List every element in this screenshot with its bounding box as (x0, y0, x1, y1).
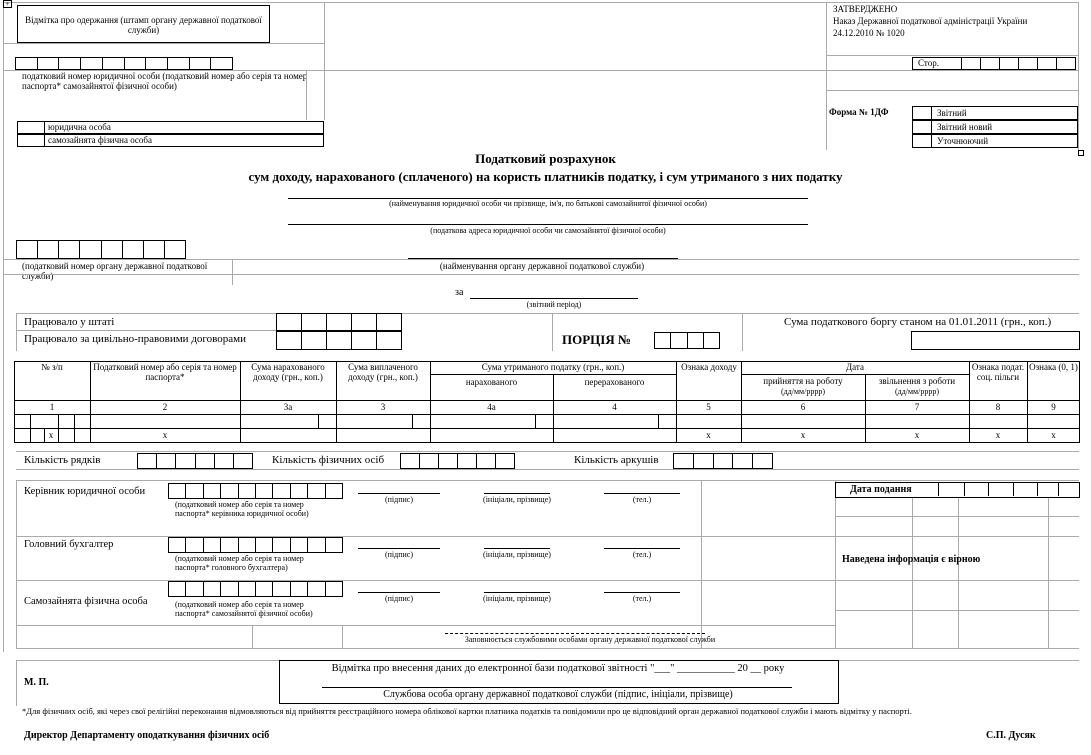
col-header-dismissal-date: звільнення з роботи (878, 376, 956, 386)
legal-entity-label: юридична особа (48, 122, 111, 132)
persons-count-boxes[interactable] (400, 453, 515, 469)
self-employed-id-caption: (податковий номер або серія та номер паспорта* самозайнятої фізичної особи) (175, 600, 313, 618)
x-mark: x (706, 430, 711, 440)
col-header-transferred: перерахованого (584, 377, 645, 387)
portion-label: ПОРЦІЯ № (562, 332, 632, 347)
col-header-date: Дата (846, 362, 864, 372)
authority-name-caption: (найменування органу державної податкової служби) (439, 261, 645, 271)
rows-count-label: Кількість рядків (24, 454, 101, 466)
self-employed-row[interactable] (17, 134, 324, 147)
x-mark: x (914, 430, 920, 440)
col-header-benefit-sign: Ознака подат. соц. пільги (971, 362, 1025, 382)
form-label: Форма № 1ДФ (829, 107, 889, 117)
director-name: С.П. Дусяк (986, 730, 1036, 741)
col-header-no: № з/п (41, 362, 63, 372)
x-mark: x (1051, 430, 1056, 440)
signature-caption: (підпис) (384, 594, 413, 603)
portion-boxes[interactable] (654, 332, 720, 349)
phone-caption: (тел.) (632, 594, 652, 603)
col-header-accrued-income: Сума нарахованого доходу (грн., коп.) (251, 362, 325, 382)
order-date: 24.12.2010 № 1020 (833, 28, 905, 38)
col-number: 2 (162, 402, 168, 412)
head-id-caption: (податковий номер або серія та номер паспорта* керівника юридичної особи) (175, 500, 309, 518)
col-header-paid-income: Сума виплаченого доходу (грн., коп.) (348, 362, 418, 382)
stamp-box-text: Відмітка про одержання (штамп органу державної податкової служби) (25, 15, 262, 35)
phone-caption: (тел.) (632, 550, 652, 559)
head-label: Керівник юридичної особи (24, 486, 146, 497)
self-employed-label: самозайнята фізична особа (48, 135, 152, 145)
col-header-tax-id: Податковий номер або серія та номер паспорта* (93, 362, 237, 382)
submission-date-field[interactable] (835, 482, 1080, 498)
report-type-new[interactable] (912, 120, 1078, 134)
accountant-id-caption: (податковий номер або серія та номер паспорта* головного бухгалтера) (175, 554, 304, 572)
col-number: 4а (487, 402, 496, 412)
self-employed-id-boxes[interactable] (168, 581, 343, 597)
accountant-id-boxes[interactable] (168, 537, 343, 553)
sheets-count-boxes[interactable] (673, 453, 773, 469)
approved-label: ЗАТВЕРДЖЕНО (833, 4, 898, 14)
col-header-date-format: (дд/мм/рррр) (894, 387, 940, 396)
col-header-withheld-tax: Сума утриманого податку (грн., коп.) (481, 362, 625, 372)
initials-caption: (ініціали, прізвище) (483, 495, 551, 504)
authority-number-caption: (податковий номер органу державної податкової служби) (22, 261, 208, 281)
in-staff-boxes[interactable] (276, 313, 402, 331)
col-number: 8 (995, 402, 1001, 412)
initials-caption: (ініціали, прізвище) (483, 550, 551, 559)
initials-caption: (ініціали, прізвище) (483, 594, 551, 603)
report-type-label: Уточнюючий (937, 136, 989, 146)
debt-label: Сума податкового боргу станом на 01.01.2011 (грн., коп.) (784, 316, 1052, 328)
report-type-label: Звітний новий (937, 122, 993, 132)
persons-count-label: Кількість фізичних осіб (272, 454, 385, 466)
col-header-accrued: нарахованого (465, 377, 518, 387)
x-mark: x (162, 430, 168, 440)
electronic-db-box (279, 660, 839, 704)
col-number: 6 (800, 402, 806, 412)
corner-marker: + (3, 0, 12, 8)
submission-date-label: Дата подання (850, 484, 912, 495)
stamp-box (17, 5, 270, 43)
head-id-boxes[interactable] (168, 483, 343, 499)
accountant-label: Головний бухгалтер (24, 539, 114, 550)
report-type-label: Звітний (937, 108, 967, 118)
col-number: 1 (49, 402, 55, 412)
period-prefix: за (455, 287, 464, 298)
tax-id-boxes[interactable] (15, 57, 233, 70)
x-mark: x (48, 430, 54, 440)
col-header-hire-date: прийняття на роботу (763, 376, 843, 386)
col-number: 3 (380, 402, 386, 412)
rows-count-boxes[interactable] (137, 453, 253, 469)
document-title: Податковий розрахунок (475, 151, 616, 166)
mp-label: М. П. (24, 677, 49, 688)
col-header-income-sign: Ознака доходу (681, 362, 737, 372)
report-type-reporting[interactable] (912, 106, 1078, 120)
director-label: Директор Департаменту оподаткування фізичних осіб (24, 730, 270, 741)
address-caption: (податкова адреса юридичної особи чи самозайнятої фізичної особи) (430, 226, 666, 235)
authority-number-boxes[interactable] (16, 240, 186, 259)
legal-entity-row[interactable] (17, 121, 324, 134)
col-header-sign-01: Ознака (0, 1) (1029, 362, 1078, 372)
filled-by-caption: Заповнюється службовими особами органу державної податкової служби (464, 635, 716, 644)
in-staff-label: Працювало у штаті (24, 316, 115, 328)
confirmed-label: Наведена інформація є вірною (842, 554, 981, 565)
page-label: Стор. (918, 58, 939, 68)
order-label: Наказ Державної податкової адміністрації України (833, 16, 1028, 26)
signature-caption: (підпис) (384, 495, 413, 504)
report-type-clarifying[interactable] (912, 134, 1078, 148)
by-contract-boxes[interactable] (276, 331, 402, 350)
x-mark: x (995, 430, 1001, 440)
document-subtitle: сум доходу, нарахованого (сплаченого) на користь платників податку, і сум утриманого з них податку (248, 169, 843, 184)
period-caption: (звітний період) (526, 300, 582, 309)
col-number: 5 (706, 402, 711, 412)
debt-amount-field[interactable] (911, 331, 1080, 350)
footnote: *Для фізичних осіб, які через свої релігійні переконання відмовляються від прийняття реєстраційного номера облікової картки платника податків та повідомили про це відповідний орган державної податкової служби і мають відмітку у паспорті. (22, 706, 912, 716)
col-number: 9 (1051, 402, 1056, 412)
signature-caption: (підпис) (384, 550, 413, 559)
col-number: 7 (914, 402, 920, 412)
name-caption: (найменування юридичної особи чи прізвище, ім'я, по батькові самозайнятої фізичної особи) (389, 199, 707, 208)
by-contract-label: Працювало за цивільно-правовими договорами (24, 333, 247, 345)
sheets-count-label: Кількість аркушів (574, 454, 659, 466)
tax-id-caption: податковий номер юридичної особи (податковий номер або серія та номер паспорта* самозайнятої фізичної особи) (22, 71, 308, 91)
x-mark: x (800, 430, 806, 440)
electronic-db-label: Відмітка про внесення даних до електронної бази податкової звітності "___" ___________ 20 __ року (331, 663, 785, 674)
col-header-date-format: (дд/мм/рррр) (780, 387, 826, 396)
phone-caption: (тел.) (632, 495, 652, 504)
col-number: 4 (612, 402, 617, 412)
official-caption: Службова особа органу державної податкової служби (підпис, ініціали, прізвище) (383, 689, 733, 700)
self-employed-sign-label: Самозайнята фізична особа (24, 596, 148, 607)
col-number: 3а (283, 402, 293, 412)
